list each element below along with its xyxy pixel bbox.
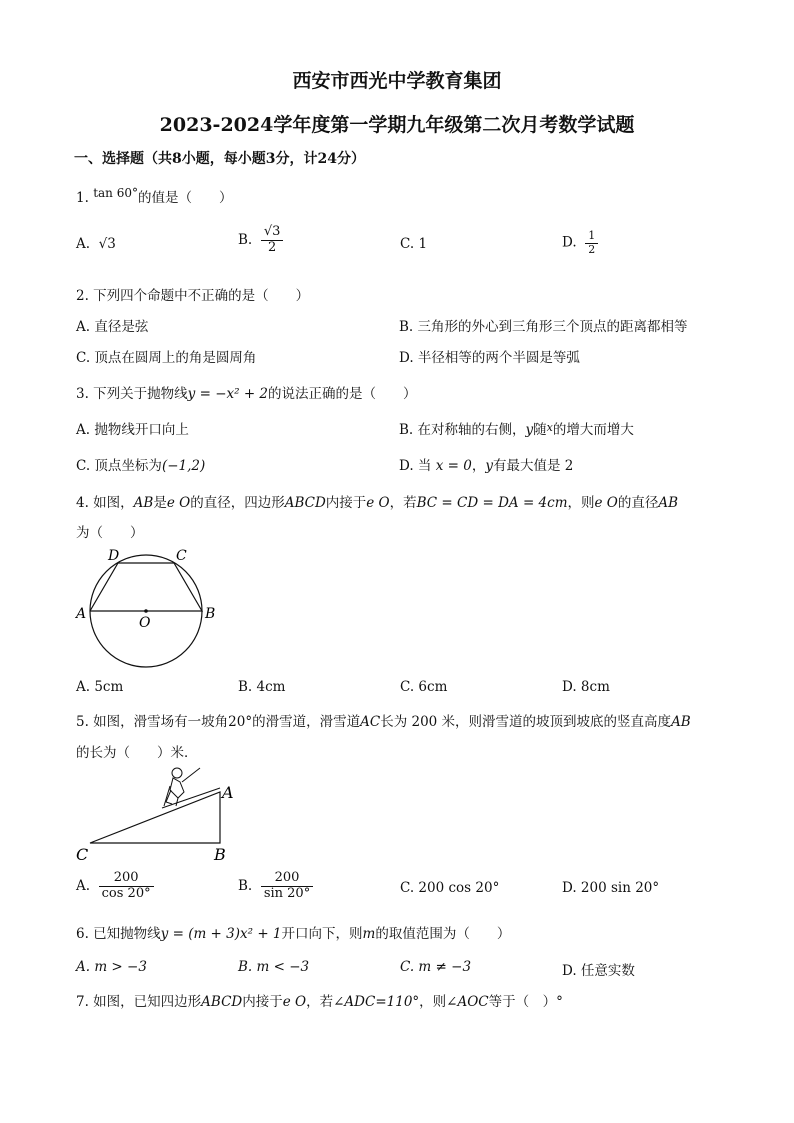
q5-option-a: A. $\frac{200}{\cos 20^\circ}$: [76, 871, 154, 902]
slope-triangle: [90, 792, 220, 843]
question-5-stem-line2: 的长为（ ）米．: [76, 745, 198, 761]
label-d: D: [108, 548, 120, 564]
label-o: O: [139, 615, 151, 631]
q4-option-c: C. 6cm: [400, 679, 448, 695]
skier-icon: [162, 768, 220, 808]
q2-option-b: B. 三角形的外心到三角形三个顶点的距离都相等: [399, 319, 688, 335]
math-expr: tan 60°: [93, 186, 138, 200]
exam-title: 2023-2024学年度第一学期九年级第二次月考数学试题: [159, 114, 635, 136]
label-c: C: [76, 845, 89, 864]
label-a: A: [76, 606, 87, 622]
q4-option-b: B. 4cm: [238, 679, 286, 695]
question-number: 1.: [76, 190, 89, 206]
q2-option-a: A. 直径是弦: [76, 319, 149, 335]
label-a: A: [222, 783, 234, 802]
q4-option-a: A. 5cm: [76, 679, 124, 695]
label-b: B: [205, 606, 216, 622]
label-b: B: [214, 845, 226, 864]
q1-option-d: D. $\frac{1}{2}$: [562, 230, 598, 256]
question-3-stem: 3. 下列关于抛物线y = −x² + 2的说法正确的是（ ）: [76, 386, 417, 402]
q4-option-d: D. 8cm: [562, 679, 610, 695]
question-2-stem: 2. 下列四个命题中不正确的是（ ）: [76, 288, 310, 304]
q5-slope-figure: [72, 762, 252, 868]
q6-option-d: D. 任意实数: [562, 963, 635, 979]
q3-option-d: D. 当 x = 0，y有最大值是 2: [399, 458, 574, 474]
stem-text: 的值是（ ）: [137, 190, 233, 206]
q4-circle-figure: [72, 546, 222, 671]
q5-option-d: D. 200 sin 20°: [562, 880, 660, 896]
question-4-stem: 4. 如图，AB是e O的直径，四边形ABCD内接于e O，若BC = CD = DA = 4cm，则e O的直径AB: [76, 495, 679, 511]
school-title: 西安市西光中学教育集团: [292, 70, 502, 92]
question-1-stem: [76, 186, 232, 206]
q1-option-c: C. 1: [400, 236, 428, 252]
q6-option-a: A. m > −3: [76, 959, 147, 975]
q2-option-c: C. 顶点在圆周上的角是圆周角: [76, 350, 257, 366]
q5-option-c: C. 200 cos 20°: [400, 880, 500, 896]
q2-option-d: D. 半径相等的两个半圆是等弧: [399, 350, 580, 366]
question-7-stem: 7. 如图，已知四边形ABCD内接于e O，若∠ADC=110°，则∠AOC等于（ ）°: [76, 994, 563, 1010]
center-point: [144, 609, 148, 613]
q3-option-c: C. 顶点坐标为(−1,2): [76, 458, 206, 474]
q6-option-b: B. m < −3: [238, 959, 310, 975]
question-5-stem: 5. 如图，滑雪场有一坡角20°的滑雪道，滑雪道AC长为 200 米，则滑雪道的坡顶到坡底的竖直高度AB: [76, 714, 691, 730]
question-4-stem-line2: 为（ ）: [76, 525, 144, 541]
section-heading: 一、选择题（共8小题，每小题3分，计24分）: [74, 151, 365, 167]
q1-option-b: B. $\frac{√3}{2}$: [238, 225, 283, 256]
q3-option-a: A. 抛物线开口向上: [76, 422, 189, 438]
q6-option-c: C. m ≠ −3: [400, 959, 472, 975]
q3-option-b: B. 在对称轴的右侧，y随$^x$的增大而增大: [399, 421, 634, 438]
q1-option-a: A. √3: [76, 236, 116, 252]
q5-option-b: B. $\frac{200}{\sin 20^\circ}$: [238, 871, 313, 902]
question-6-stem: 6. 已知抛物线y = (m + 3)x² + 1开口向下，则m的取值范围为（ ）: [76, 926, 511, 942]
label-c: C: [176, 548, 187, 564]
